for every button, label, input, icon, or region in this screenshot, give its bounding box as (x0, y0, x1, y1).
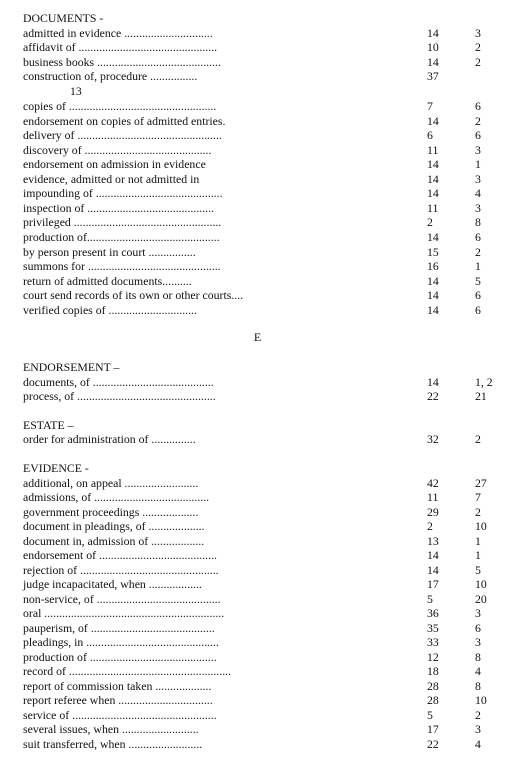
entry-para: 7 (475, 490, 481, 504)
entry-text: additional, on appeal ......................... (23, 476, 199, 490)
entry-text: production of............................................. (23, 230, 220, 244)
entry-para: 6 (475, 621, 481, 635)
entry-para: 3 (475, 172, 481, 186)
entry-text: suit transferred, when ......................... (23, 737, 203, 751)
entry-text: copies of .................................................. (23, 99, 217, 113)
entry-text: record of ....................................................... (23, 664, 232, 678)
entry-text: order for administration of ............... (23, 432, 196, 446)
entry-para: 2 (475, 245, 481, 259)
index-entry (23, 274, 515, 289)
entry-para: 2 (475, 708, 481, 722)
entry-para: 3 (475, 606, 481, 620)
entry-para: 20 (475, 592, 487, 606)
entry-text: document in, admission of .................. (23, 534, 205, 548)
entry-text: production of ........................................... (23, 650, 217, 664)
index-entry (23, 577, 515, 592)
entry-page: 37 (427, 69, 439, 83)
index-entry (23, 621, 515, 636)
entry-para: 1 (475, 548, 481, 562)
entry-page: 36 (427, 606, 439, 620)
entry-page: 18 (427, 664, 439, 678)
entry-para: 2 (475, 432, 481, 446)
index-entry (23, 722, 515, 737)
entry-text: endorsement on admission in evidence (23, 157, 206, 171)
entry-para: 6 (475, 303, 481, 317)
entry-page: 5 (427, 708, 433, 722)
entry-para: 3 (475, 26, 481, 40)
index-entry (23, 230, 515, 245)
entry-para: 6 (475, 230, 481, 244)
entry-page: 11 (427, 201, 439, 215)
index-entry (23, 476, 515, 491)
index-entry (23, 664, 515, 679)
entry-page: 14 (427, 230, 439, 244)
entry-text: oral ............................................................. (23, 606, 225, 620)
entry-para: 1 (475, 534, 481, 548)
entry-page: 29 (427, 505, 439, 519)
index-entry (23, 606, 515, 621)
entry-text: inspection of ........................................... (23, 201, 215, 215)
entry-text: by person present in court ................ (23, 245, 196, 259)
entry-page: 14 (427, 548, 439, 562)
entry-para: 8 (475, 679, 481, 693)
entry-text: admitted in evidence .............................. (23, 26, 213, 40)
index-entry (23, 143, 515, 158)
entry-text: pauperism, of .......................................... (23, 621, 215, 635)
entry-page: 42 (427, 476, 439, 490)
entry-para: 5 (475, 274, 481, 288)
entry-text: document in pleadings, of ................... (23, 519, 205, 533)
entry-page: 11 (427, 490, 439, 504)
section-heading: DOCUMENTS - (23, 11, 104, 25)
entry-text: rejection of ............................................... (23, 563, 219, 577)
entry-page: 2 (427, 519, 433, 533)
entry-page: 12 (427, 650, 439, 664)
index-entry (23, 259, 515, 274)
entry-para: 2 (475, 505, 481, 519)
index-entry (23, 679, 515, 694)
entry-text: impounding of ........................................... (23, 186, 223, 200)
index-entry (23, 69, 515, 84)
entry-text: construction of, procedure ................ (23, 69, 198, 83)
entry-para: 6 (475, 128, 481, 142)
index-entry (23, 55, 515, 70)
entry-text: documents, of ......................................... (23, 375, 214, 389)
entry-page: 16 (427, 259, 439, 273)
section-heading: ENDORSEMENT – (23, 360, 120, 374)
entry-text: delivery of ................................................. (23, 128, 222, 142)
entry-page: 14 (427, 186, 439, 200)
entry-para: 2 (475, 40, 481, 54)
endorsement-heading (23, 360, 515, 375)
index-entry (23, 490, 515, 505)
index-entry (23, 172, 515, 187)
entry-page: 28 (427, 693, 439, 707)
index-entry (23, 288, 515, 303)
index-entry (23, 26, 515, 41)
entry-page: 14 (427, 303, 439, 317)
entry-page: 7 (427, 99, 433, 113)
index-entry (23, 128, 515, 143)
entry-para: 1, 2 (475, 375, 493, 389)
entry-para: 10 (475, 693, 487, 707)
entry-page: 14 (427, 26, 439, 40)
entry-page: 22 (427, 737, 439, 751)
entry-para: 27 (475, 476, 487, 490)
entry-page: 35 (427, 621, 439, 635)
entry-para: 10 (475, 519, 487, 533)
entry-text: non-service, of .......................................... (23, 592, 221, 606)
entry-para: 4 (475, 664, 481, 678)
index-entry (23, 215, 515, 230)
entry-page: 11 (427, 143, 439, 157)
entry-text: return of admitted documents.......... (23, 274, 192, 288)
entry-para: 4 (475, 186, 481, 200)
index-entry (23, 563, 515, 578)
estate-heading (23, 418, 515, 433)
entry-page: 14 (427, 114, 439, 128)
entry-text: endorsement on copies of admitted entries. (23, 114, 226, 128)
index-entry (23, 157, 515, 172)
entry-page: 14 (427, 375, 439, 389)
entry-text: pleadings, in ............................................. (23, 635, 219, 649)
index-entry (23, 693, 515, 708)
index-entry (23, 375, 515, 390)
entry-para: 6 (475, 99, 481, 113)
index-entry (23, 737, 515, 752)
entry-text: judge incapacitated, when .................. (23, 577, 202, 591)
entry-text: service of ................................................. (23, 708, 217, 722)
entry-page: 5 (427, 592, 433, 606)
entry-para: 1 (475, 259, 481, 273)
entry-para: 3 (475, 143, 481, 157)
entry-page: 14 (427, 563, 439, 577)
section-heading: ESTATE – (23, 418, 74, 432)
index-entry (23, 245, 515, 260)
entry-text: report of commission taken ................... (23, 679, 212, 693)
entry-text: affidavit of ............................................... (23, 40, 218, 54)
entry-page: 22 (427, 389, 439, 403)
entry-page: 17 (427, 722, 439, 736)
entry-page: 14 (427, 172, 439, 186)
entry-page: 32 (427, 432, 439, 446)
entry-para: 3 (475, 201, 481, 215)
entry-para: 6 (475, 288, 481, 302)
entry-page: 14 (427, 55, 439, 69)
documents-heading (23, 11, 515, 26)
section-letter: E (253, 330, 262, 344)
entry-page: 14 (427, 157, 439, 171)
entry-text: privileged .................................................. (23, 215, 222, 229)
index-entry (23, 99, 515, 114)
entry-text: court send records of its own or other courts.... (23, 288, 244, 302)
index-entry (23, 548, 515, 563)
entry-para: 3 (475, 635, 481, 649)
index-entry (23, 84, 515, 99)
index-entry (23, 303, 515, 318)
entry-page: 14 (427, 274, 439, 288)
entry-para: 1 (475, 157, 481, 171)
entry-para: 3 (475, 722, 481, 736)
entry-text: verified copies of .............................. (23, 303, 197, 317)
index-entry (23, 505, 515, 520)
entry-page: 10 (427, 40, 439, 54)
index-entry (23, 519, 515, 534)
entry-page: 13 (427, 534, 439, 548)
entry-text: process, of ............................................... (23, 389, 216, 403)
entry-para: 2 (475, 55, 481, 69)
entry-para: 21 (475, 389, 487, 403)
entry-text: government proceedings ................... (23, 505, 199, 519)
entry-text: report referee when ................................ (23, 693, 213, 707)
entry-text: endorsement of ........................................ (23, 548, 217, 562)
index-entry (23, 432, 515, 447)
index-entry (23, 201, 515, 216)
index-entry (23, 534, 515, 549)
entry-para: 2 (475, 114, 481, 128)
entry-text: evidence, admitted or not admitted in (23, 172, 200, 186)
index-entry (23, 708, 515, 723)
entry-text: admissions, of ....................................... (23, 490, 210, 504)
index-entry (23, 650, 515, 665)
entry-page: 14 (427, 288, 439, 302)
index-entry (23, 635, 515, 650)
entry-para: 10 (475, 577, 487, 591)
entry-text: business books .......................................... (23, 55, 221, 69)
entry-page: 6 (427, 128, 433, 142)
entry-para: 8 (475, 650, 481, 664)
entry-page: 17 (427, 577, 439, 591)
entry-text: discovery of ........................................... (23, 143, 212, 157)
index-entry (23, 40, 515, 55)
entry-text: several issues, when .......................... (23, 722, 199, 736)
section-heading: EVIDENCE - (23, 461, 89, 475)
entry-text: summons for ............................................. (23, 259, 221, 273)
index-entry (23, 592, 515, 607)
evidence-heading (23, 461, 515, 476)
index-entry (23, 389, 515, 404)
entry-para: 5 (475, 563, 481, 577)
entry-para: 4 (475, 737, 481, 751)
entry-page: 15 (427, 245, 439, 259)
index-entry (23, 114, 515, 129)
entry-page: 33 (427, 635, 439, 649)
entry-text: 13 (70, 84, 82, 98)
entry-para: 8 (475, 215, 481, 229)
entry-page: 2 (427, 215, 433, 229)
index-entry (23, 186, 515, 201)
entry-page: 28 (427, 679, 439, 693)
